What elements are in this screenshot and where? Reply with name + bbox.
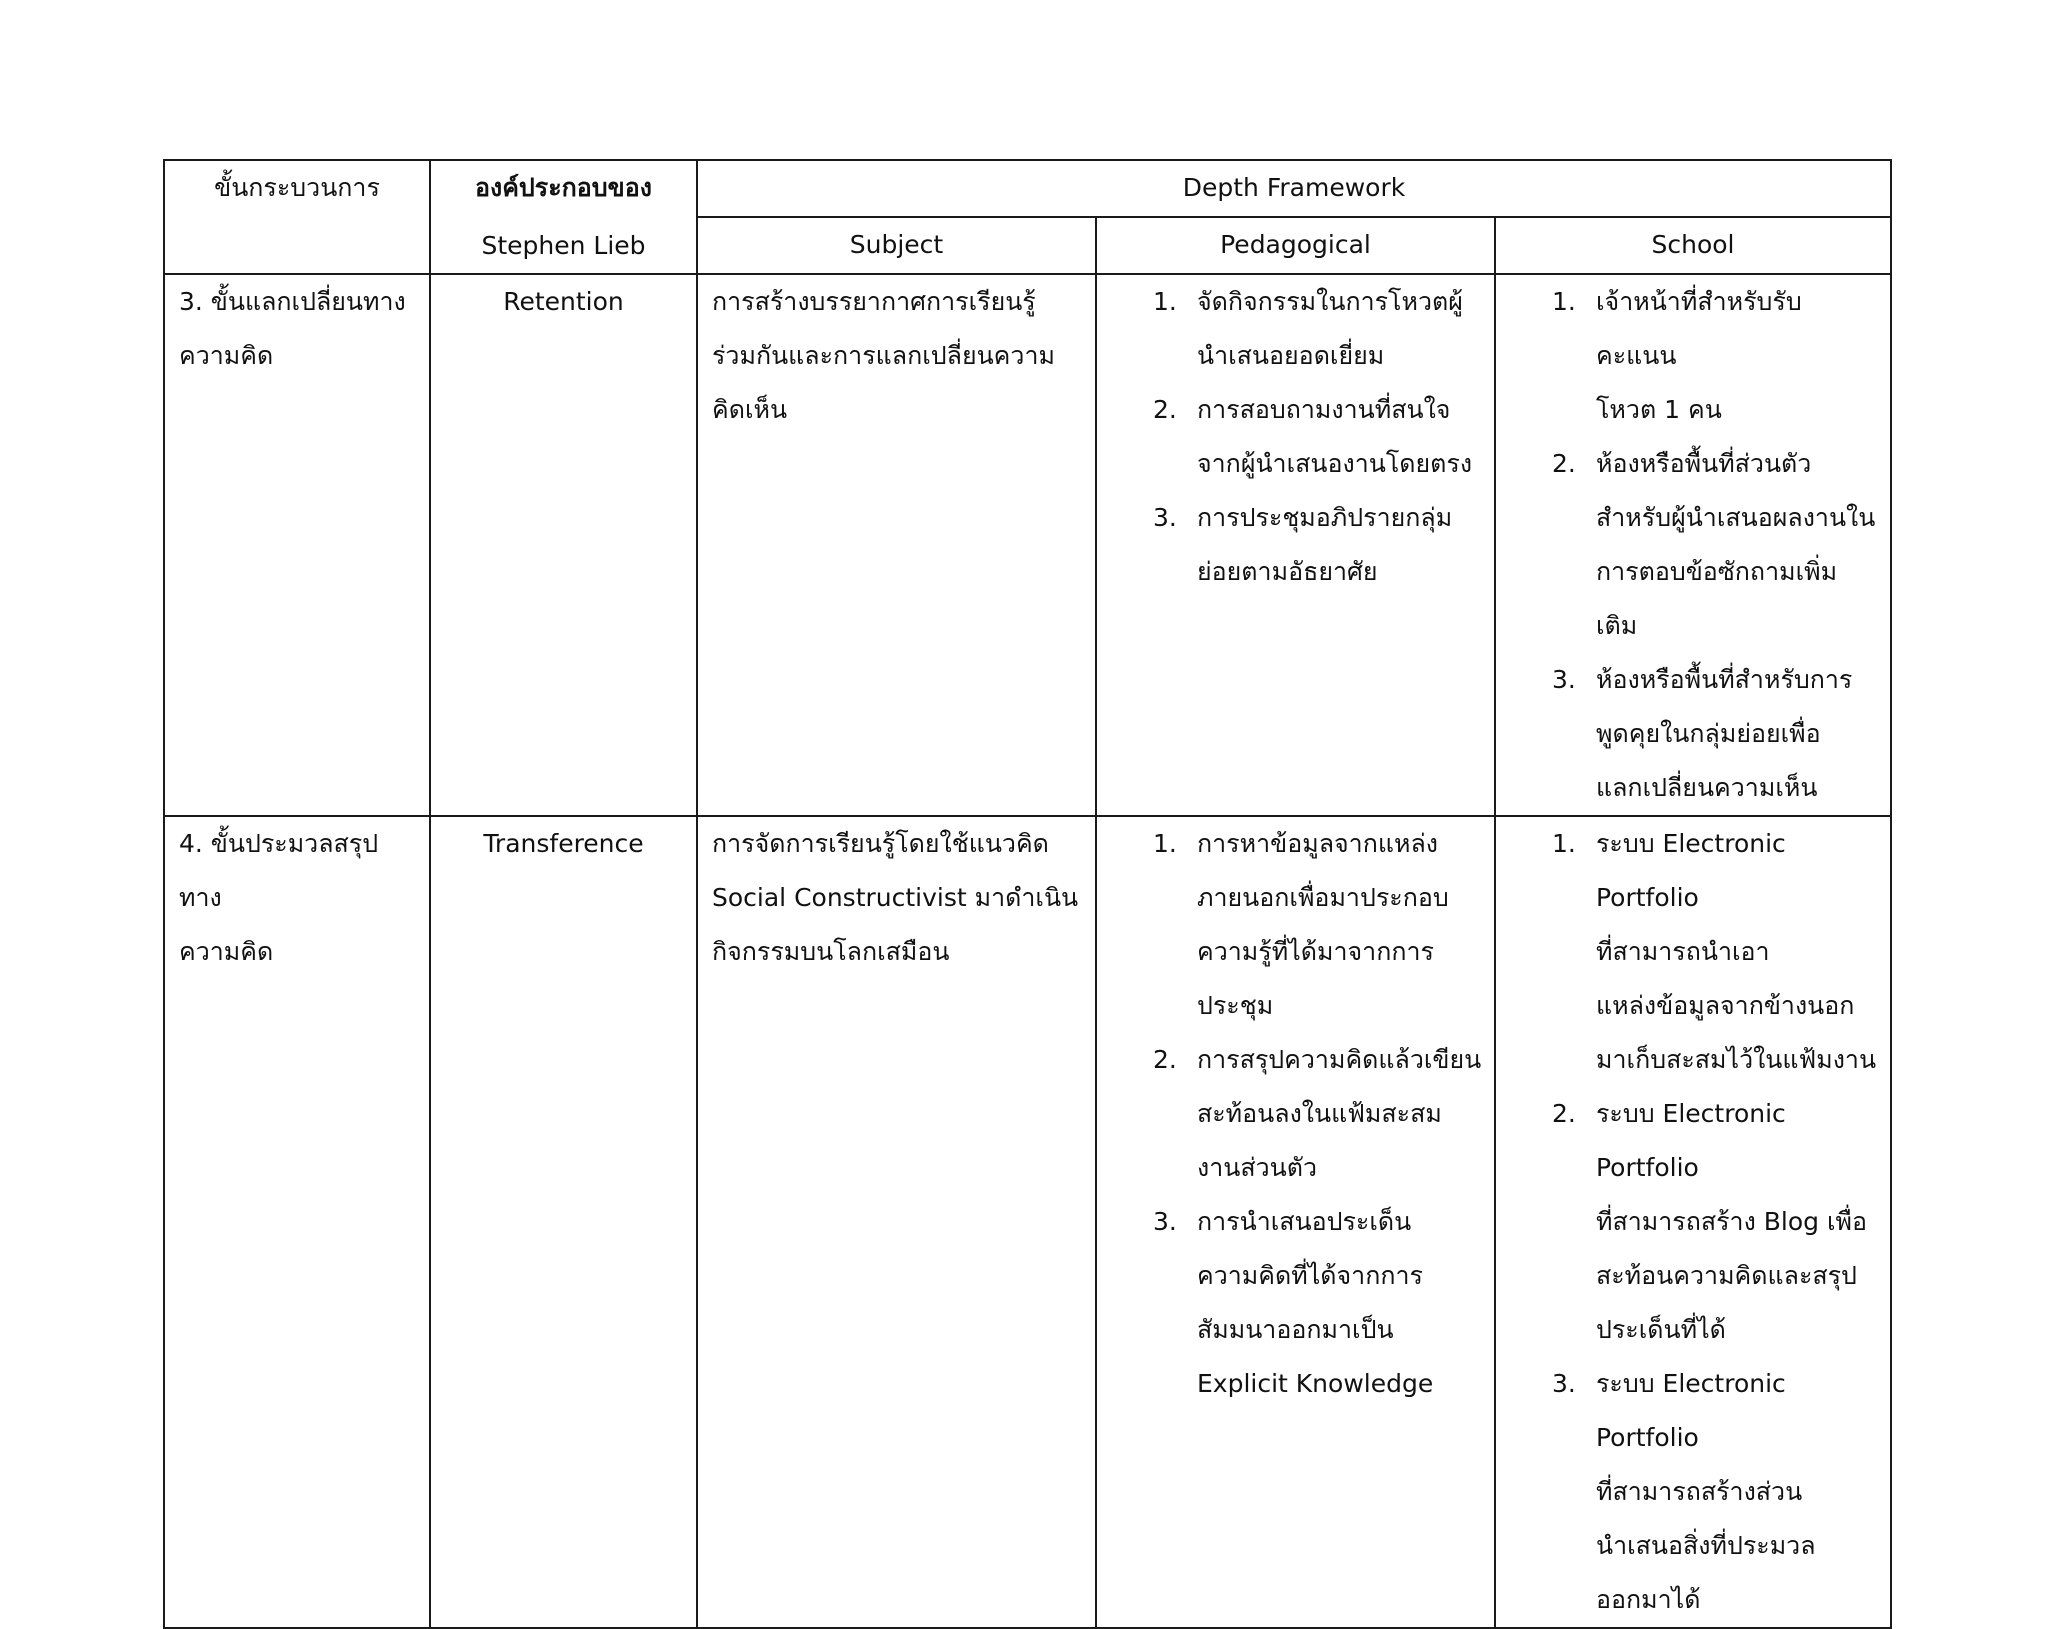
item-line: พูดคุยในกลุ่มย่อยเพื่อ [1596,719,1821,748]
item-number: 3. [1552,1369,1576,1398]
item-number: 3. [1552,665,1576,694]
header-stage: ขั้นกระบวนการ [164,160,430,274]
header-subject: Subject [697,217,1096,274]
item-line: จัดกิจกรรมในการโหวตผู้ [1197,287,1463,316]
item-line: แลกเปลี่ยนความเห็น [1596,773,1818,802]
item-line: ย่อยตามอัธยาศัย [1197,557,1378,586]
item-line: สำหรับผู้นำเสนอผลงานใน [1596,503,1876,532]
item-line: ภายนอกเพื่อมาประกอบ [1197,883,1449,912]
item-line: ห้องหรือพื้นที่ส่วนตัว [1596,449,1812,478]
item-line: ประเด็นที่ได้ [1596,1315,1726,1344]
list-item [1552,1087,1878,1357]
item-number: 1. [1153,829,1177,858]
item-line: นำเสนอสิ่งที่ประมวล [1596,1531,1816,1560]
item-line: ความรู้ที่ได้มาจากการ [1197,937,1434,966]
item-line: ความคิดที่ได้จากการ [1197,1261,1423,1290]
list-item [1552,437,1878,653]
subject-line: การสร้างบรรยากาศการเรียนรู้ [712,287,1036,316]
subject-line: การจัดการเรียนรู้โดยใช้แนวคิด [712,829,1049,858]
item-line: การตอบข้อซักถามเพิ่มเติม [1596,557,1838,640]
process-table [163,159,1892,1629]
item-line: งานส่วนตัว [1197,1153,1317,1182]
item-line: ระบบ Electronic Portfolio [1596,829,1786,912]
header-depth-framework: Depth Framework [697,160,1891,217]
item-line: การนำเสนอประเด็น [1197,1207,1412,1236]
list-item [1552,1357,1878,1627]
stage-cell [164,274,430,816]
item-line: ออกมาได้ [1596,1585,1701,1614]
item-line: แหล่งข้อมูลจากข้างนอก [1596,991,1855,1020]
item-line: การสรุปความคิดแล้วเขียน [1197,1045,1482,1074]
table-row [164,816,1891,1628]
item-number: 3. [1153,1207,1177,1236]
subject-line: กิจกรรมบนโลกเสมือน [712,937,950,966]
item-number: 1. [1552,287,1576,316]
item-number: 2. [1153,395,1177,424]
item-line: จากผู้นำเสนองานโดยตรง [1197,449,1473,478]
subject-line: ร่วมกันและการแลกเปลี่ยนความ [712,341,1055,370]
item-line: ที่สามารถสร้าง Blog เพื่อ [1596,1207,1867,1236]
stage-line: ความคิด [179,937,274,966]
subject-line: คิดเห็น [712,395,788,424]
component-cell: Transference [430,816,697,1628]
item-number: 1. [1552,829,1576,858]
header-pedagogical: Pedagogical [1096,217,1495,274]
stage-line: ความคิด [179,341,274,370]
pedagogical-cell [1096,816,1495,1628]
subject-cell [697,816,1096,1628]
pedagogical-cell [1096,274,1495,816]
item-line: ที่สามารถสร้างส่วน [1596,1477,1803,1506]
header-component-line2: Stephen Lieb [481,231,646,260]
item-line: สะท้อนความคิดและสรุป [1596,1261,1857,1290]
item-line: การหาข้อมูลจากแหล่ง [1197,829,1438,858]
list-item [1153,275,1482,383]
item-line: ห้องหรือพื้นที่สำหรับการ [1596,665,1853,694]
list-item [1153,383,1482,491]
item-line: เจ้าหน้าที่สำหรับรับคะแนน [1596,287,1802,370]
list-item [1153,1195,1482,1411]
item-line: โหวต 1 คน [1596,395,1722,424]
header-component-line1: องค์ประกอบของ [474,173,652,202]
item-line: การประชุมอภิปรายกลุ่ม [1197,503,1453,532]
list-item [1552,653,1878,815]
item-line: มาเก็บสะสมไว้ในแฟ้มงาน [1596,1045,1877,1074]
header-school: School [1495,217,1891,274]
item-line: ประชุม [1197,991,1274,1020]
item-line: การสอบถามงานที่สนใจ [1197,395,1451,424]
item-number: 3. [1153,503,1177,532]
header-component [430,160,697,274]
item-line: สัมมนาออกมาเป็น [1197,1315,1394,1344]
stage-cell [164,816,430,1628]
list-item [1153,491,1482,599]
list-item [1552,817,1878,1087]
subject-cell [697,274,1096,816]
item-line: Explicit Knowledge [1197,1369,1434,1398]
school-cell [1495,274,1891,816]
item-line: ที่สามารถนำเอา [1596,937,1770,966]
stage-line: 4. ขั้นประมวลสรุปทาง [179,829,379,912]
item-line: ระบบ Electronic Portfolio [1596,1099,1786,1182]
stage-line: 3. ขั้นแลกเปลี่ยนทาง [179,287,406,316]
component-cell: Retention [430,274,697,816]
item-line: นำเสนอยอดเยี่ยม [1197,341,1385,370]
item-line: สะท้อนลงในแฟ้มสะสม [1197,1099,1442,1128]
list-item [1552,275,1878,437]
subject-line: Social Constructivist มาดำเนิน [712,883,1079,912]
item-number: 2. [1552,449,1576,478]
list-item [1153,817,1482,1033]
item-number: 1. [1153,287,1177,316]
item-number: 2. [1153,1045,1177,1074]
table-row [164,274,1891,816]
school-cell [1495,816,1891,1628]
list-item [1153,1033,1482,1195]
item-number: 2. [1552,1099,1576,1128]
item-line: ระบบ Electronic Portfolio [1596,1369,1786,1452]
